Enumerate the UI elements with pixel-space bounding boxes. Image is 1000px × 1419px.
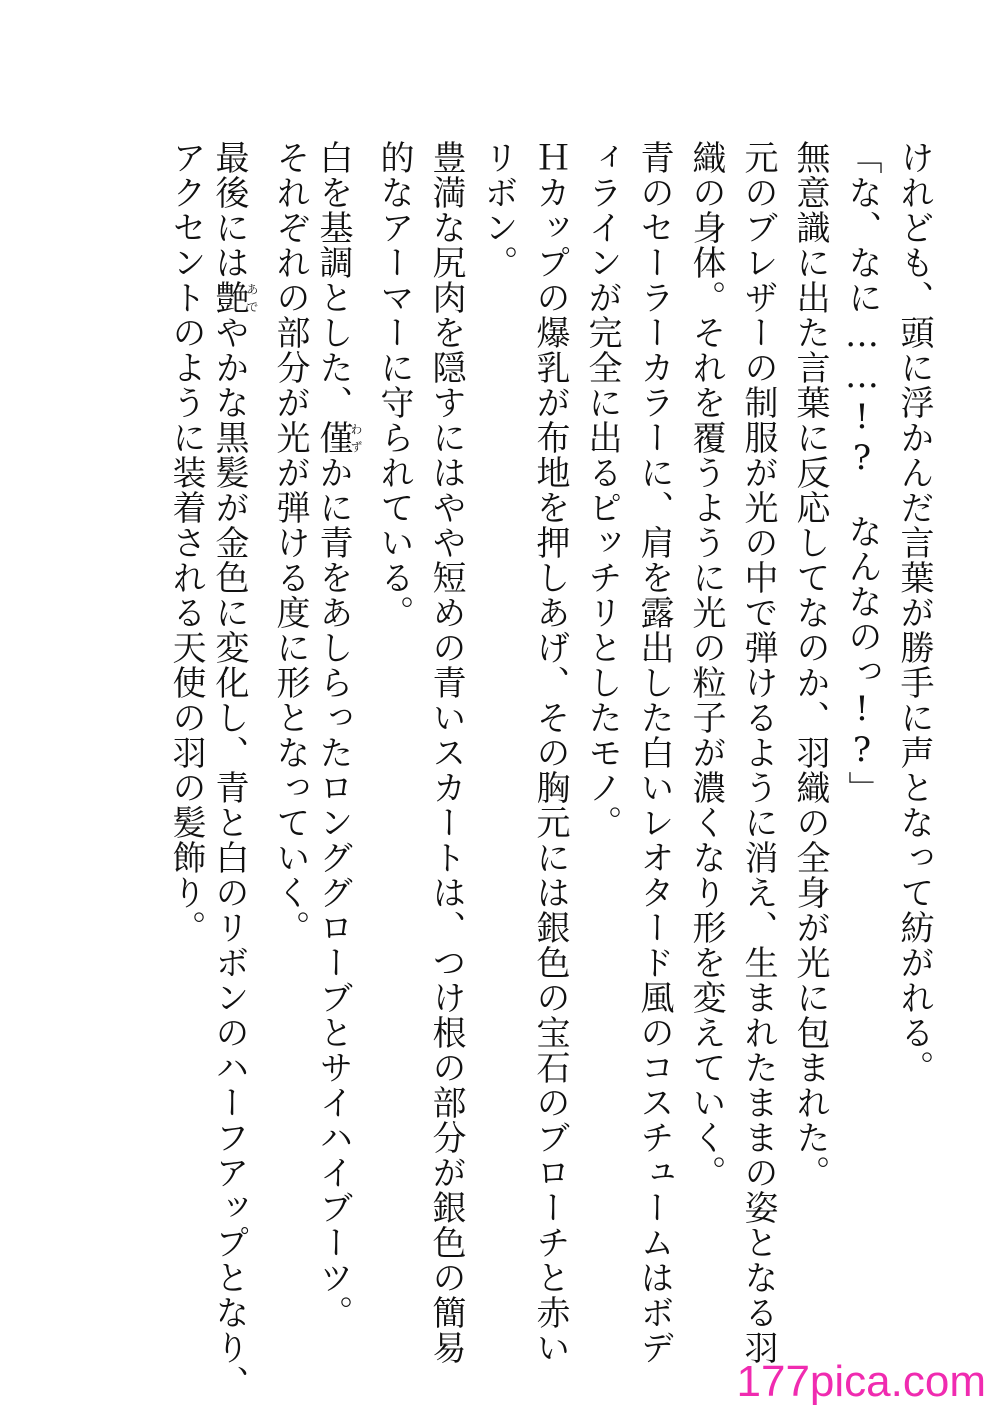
text-line-11: 的なアーマーに守られている。 <box>374 140 414 630</box>
text-line-12 <box>313 140 363 1330</box>
text-line-4: 元のブレザーの制服が光の中で弾けるように消え、生まれたままの姿となる羽 <box>738 140 778 1365</box>
text-line-14-tail: やかな黒髪が金色に変化し、青と白のリボンのハーフアップとなり、 <box>209 315 249 1400</box>
text-line-3: 無意識に出た言葉に反応してなのか、羽織の全身が光に包まれた。 <box>790 140 830 1190</box>
ruby-wazuka-base: 僅 <box>313 420 353 455</box>
text-line-13: それぞれの部分が光が弾ける度に形となっていく。 <box>270 140 310 945</box>
text-line-1: けれども、頭に浮かんだ言葉が勝手に声となって紡がれる。 <box>894 140 934 1085</box>
text-line-14 <box>209 140 259 1400</box>
text-line-7: ィラインが完全に出るピッチリとしたモノ。 <box>582 140 622 840</box>
ruby-wazuka-reading: わず <box>349 420 363 455</box>
text-line-12-head: 白を基調とした、 <box>313 140 353 420</box>
ruby-ade <box>209 280 259 315</box>
text-line-8: Ｈカップの爆乳が布地を押しあげ、その胸元には銀色の宝石のブローチと赤い <box>530 140 570 1365</box>
text-line-14-head: 最後には <box>209 140 249 280</box>
text-line-6: 青のセーラーカラーに、肩を露出した白いレオタード風のコスチュームはボデ <box>634 140 674 1365</box>
text-line-9: リボン。 <box>478 140 518 280</box>
text-line-15: アクセントのように装着される天使の羽の髪飾り。 <box>166 140 206 945</box>
ruby-wazuka <box>313 420 363 455</box>
text-line-10: 豊満な尻肉を隠すにはやや短めの青いスカートは、つけ根の部分が銀色の簡易 <box>426 140 466 1365</box>
text-line-5: 織の身体。それを覆うように光の粒子が濃くなり形を変えていく。 <box>686 140 726 1190</box>
site-watermark: 177pica.com <box>736 1357 986 1406</box>
text-line-2: 「な、なに……!? なんなのっ!?」 <box>842 140 882 806</box>
ruby-ade-base: 艶 <box>209 280 249 315</box>
text-line-12-tail: かに青をあしらったロンググローブとサイハイブーツ。 <box>313 455 353 1330</box>
ruby-ade-reading: あで <box>245 280 259 315</box>
